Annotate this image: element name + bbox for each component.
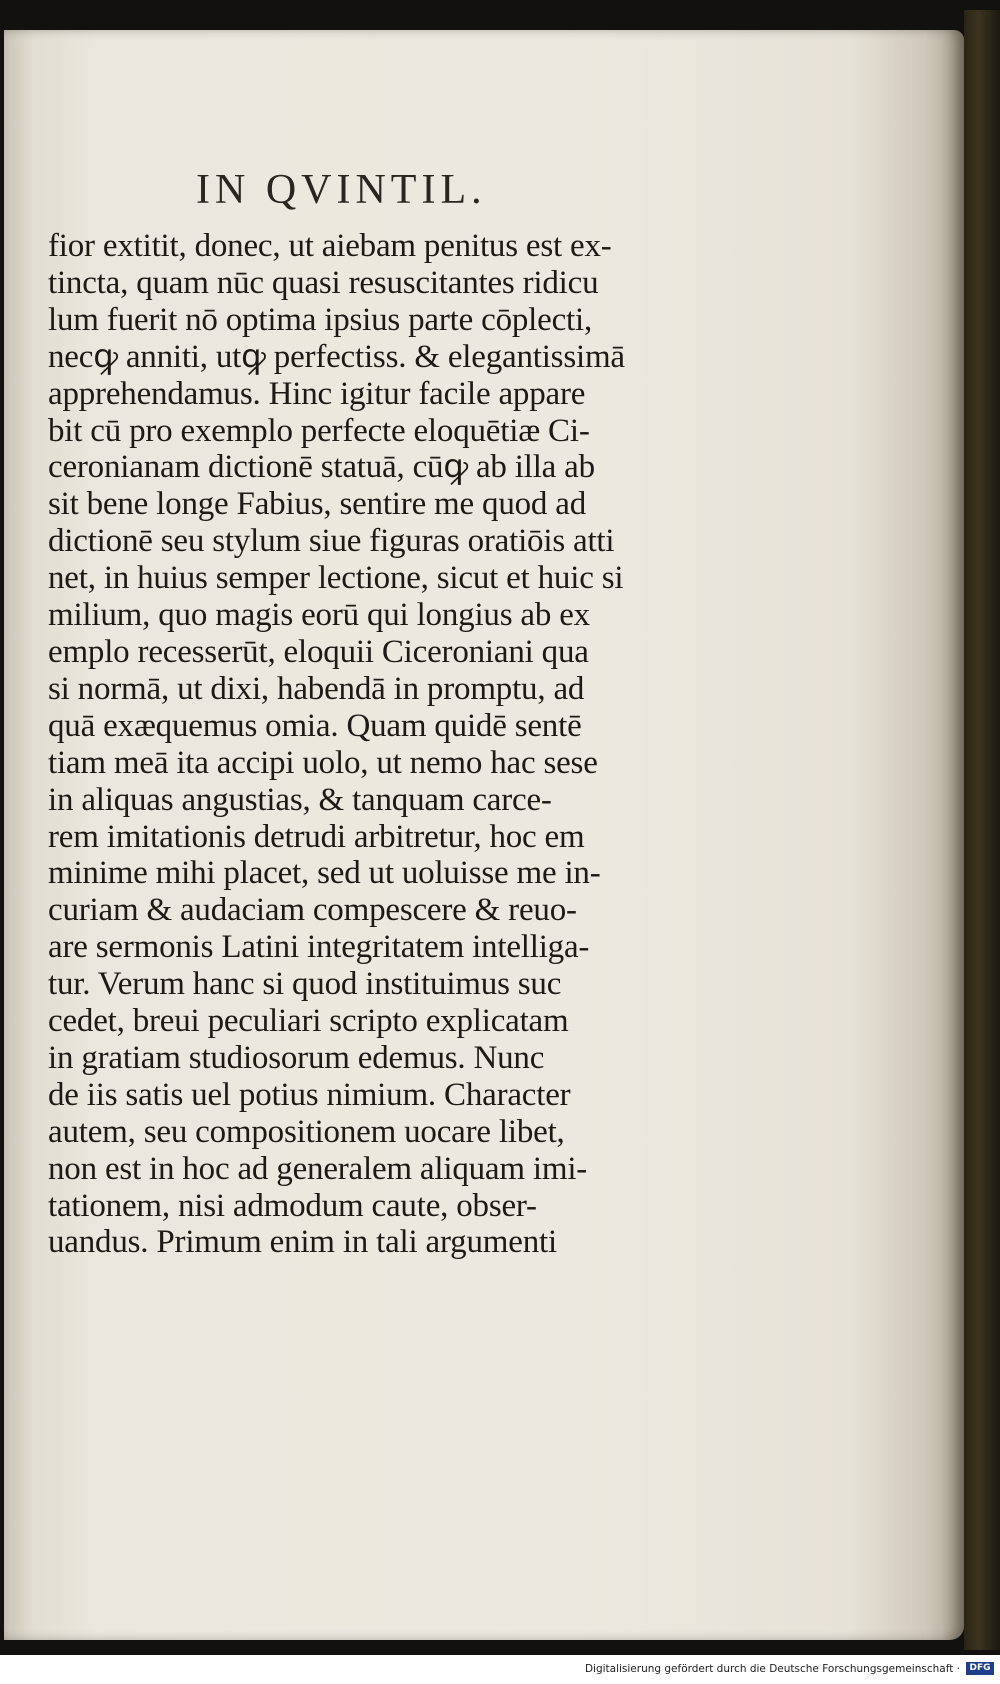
text-line: fior extitit, donec, ut aiebam penitus est ex- xyxy=(48,228,612,264)
body-text xyxy=(48,228,698,1261)
text-line: dictionē seu stylum siue figuras oratiōis atti xyxy=(48,523,615,560)
text-line: tiam meā ita accipi uolo, ut nemo hac sese xyxy=(48,744,598,781)
text-line: emplo recesserūt, eloquii Ciceroniani qua xyxy=(48,633,589,670)
text-line: cedet, breui peculiari scripto explicatam xyxy=(48,1003,569,1040)
text-line: de iis satis uel potius nimium. Character xyxy=(48,1076,571,1113)
book-cover-edge xyxy=(964,10,1000,1650)
text-line: tationem, nisi admodum caute, obser- xyxy=(48,1187,537,1224)
text-line: in gratiam studiosorum edemus. Nunc xyxy=(48,1039,545,1076)
text-line: ceronianam dictionē statuā, cūꝙ ab illa ab xyxy=(48,449,595,486)
text-line: are sermonis Latini integritatem intelliga- xyxy=(48,929,590,966)
text-line: apprehendamus. Hinc igitur facile appare xyxy=(48,375,586,412)
text-line: milium, quo magis eorū qui longius ab ex xyxy=(48,597,590,634)
text-line: necꝙ anniti, utꝙ perfectiss. & elegantissimā xyxy=(48,338,625,375)
dfg-logo[interactable]: DFG xyxy=(966,1662,994,1675)
text-line: autem, seu compositionem uocare libet, xyxy=(48,1113,565,1150)
text-line: bit cū pro exemplo perfecte eloquētiæ Ci- xyxy=(48,412,590,449)
text-line: uandus. Primum enim in tali argumenti xyxy=(48,1224,557,1261)
text-line: minime mihi placet, sed ut uoluisse me in- xyxy=(48,855,601,892)
text-line: curiam & audaciam compescere & reuo- xyxy=(48,892,577,929)
text-line: rem imitationis detrudi arbitretur, hoc em xyxy=(48,818,585,855)
text-line: quā exæquemus omia. Quam quidē sentē xyxy=(48,707,582,744)
attribution-footer xyxy=(0,1655,1000,1684)
text-line: non est in hoc ad generalem aliquam imi- xyxy=(48,1150,588,1187)
funding-notice: Digitalisierung gefördert durch die Deutsche Forschungsgemeinschaft · xyxy=(584,1663,960,1675)
text-line: tur. Verum hanc si quod instituimus suc xyxy=(48,966,562,1003)
text-line: si normā, ut dixi, habendā in promptu, ad xyxy=(48,670,585,707)
text-line: in aliquas angustias, & tanquam carce- xyxy=(48,781,552,818)
text-line: tincta, quam nūc quasi resuscitantes ridicu xyxy=(48,264,599,301)
text-line: net, in huius semper lectione, sicut et huic si xyxy=(48,560,624,597)
text-line: lum fuerit nō optima ipsius parte cōplecti, xyxy=(48,301,593,338)
running-head: IN QVINTIL. xyxy=(196,167,487,213)
text-line: sit bene longe Fabius, sentire me quod ad xyxy=(48,486,587,523)
page-fold-shadow xyxy=(942,30,964,1640)
